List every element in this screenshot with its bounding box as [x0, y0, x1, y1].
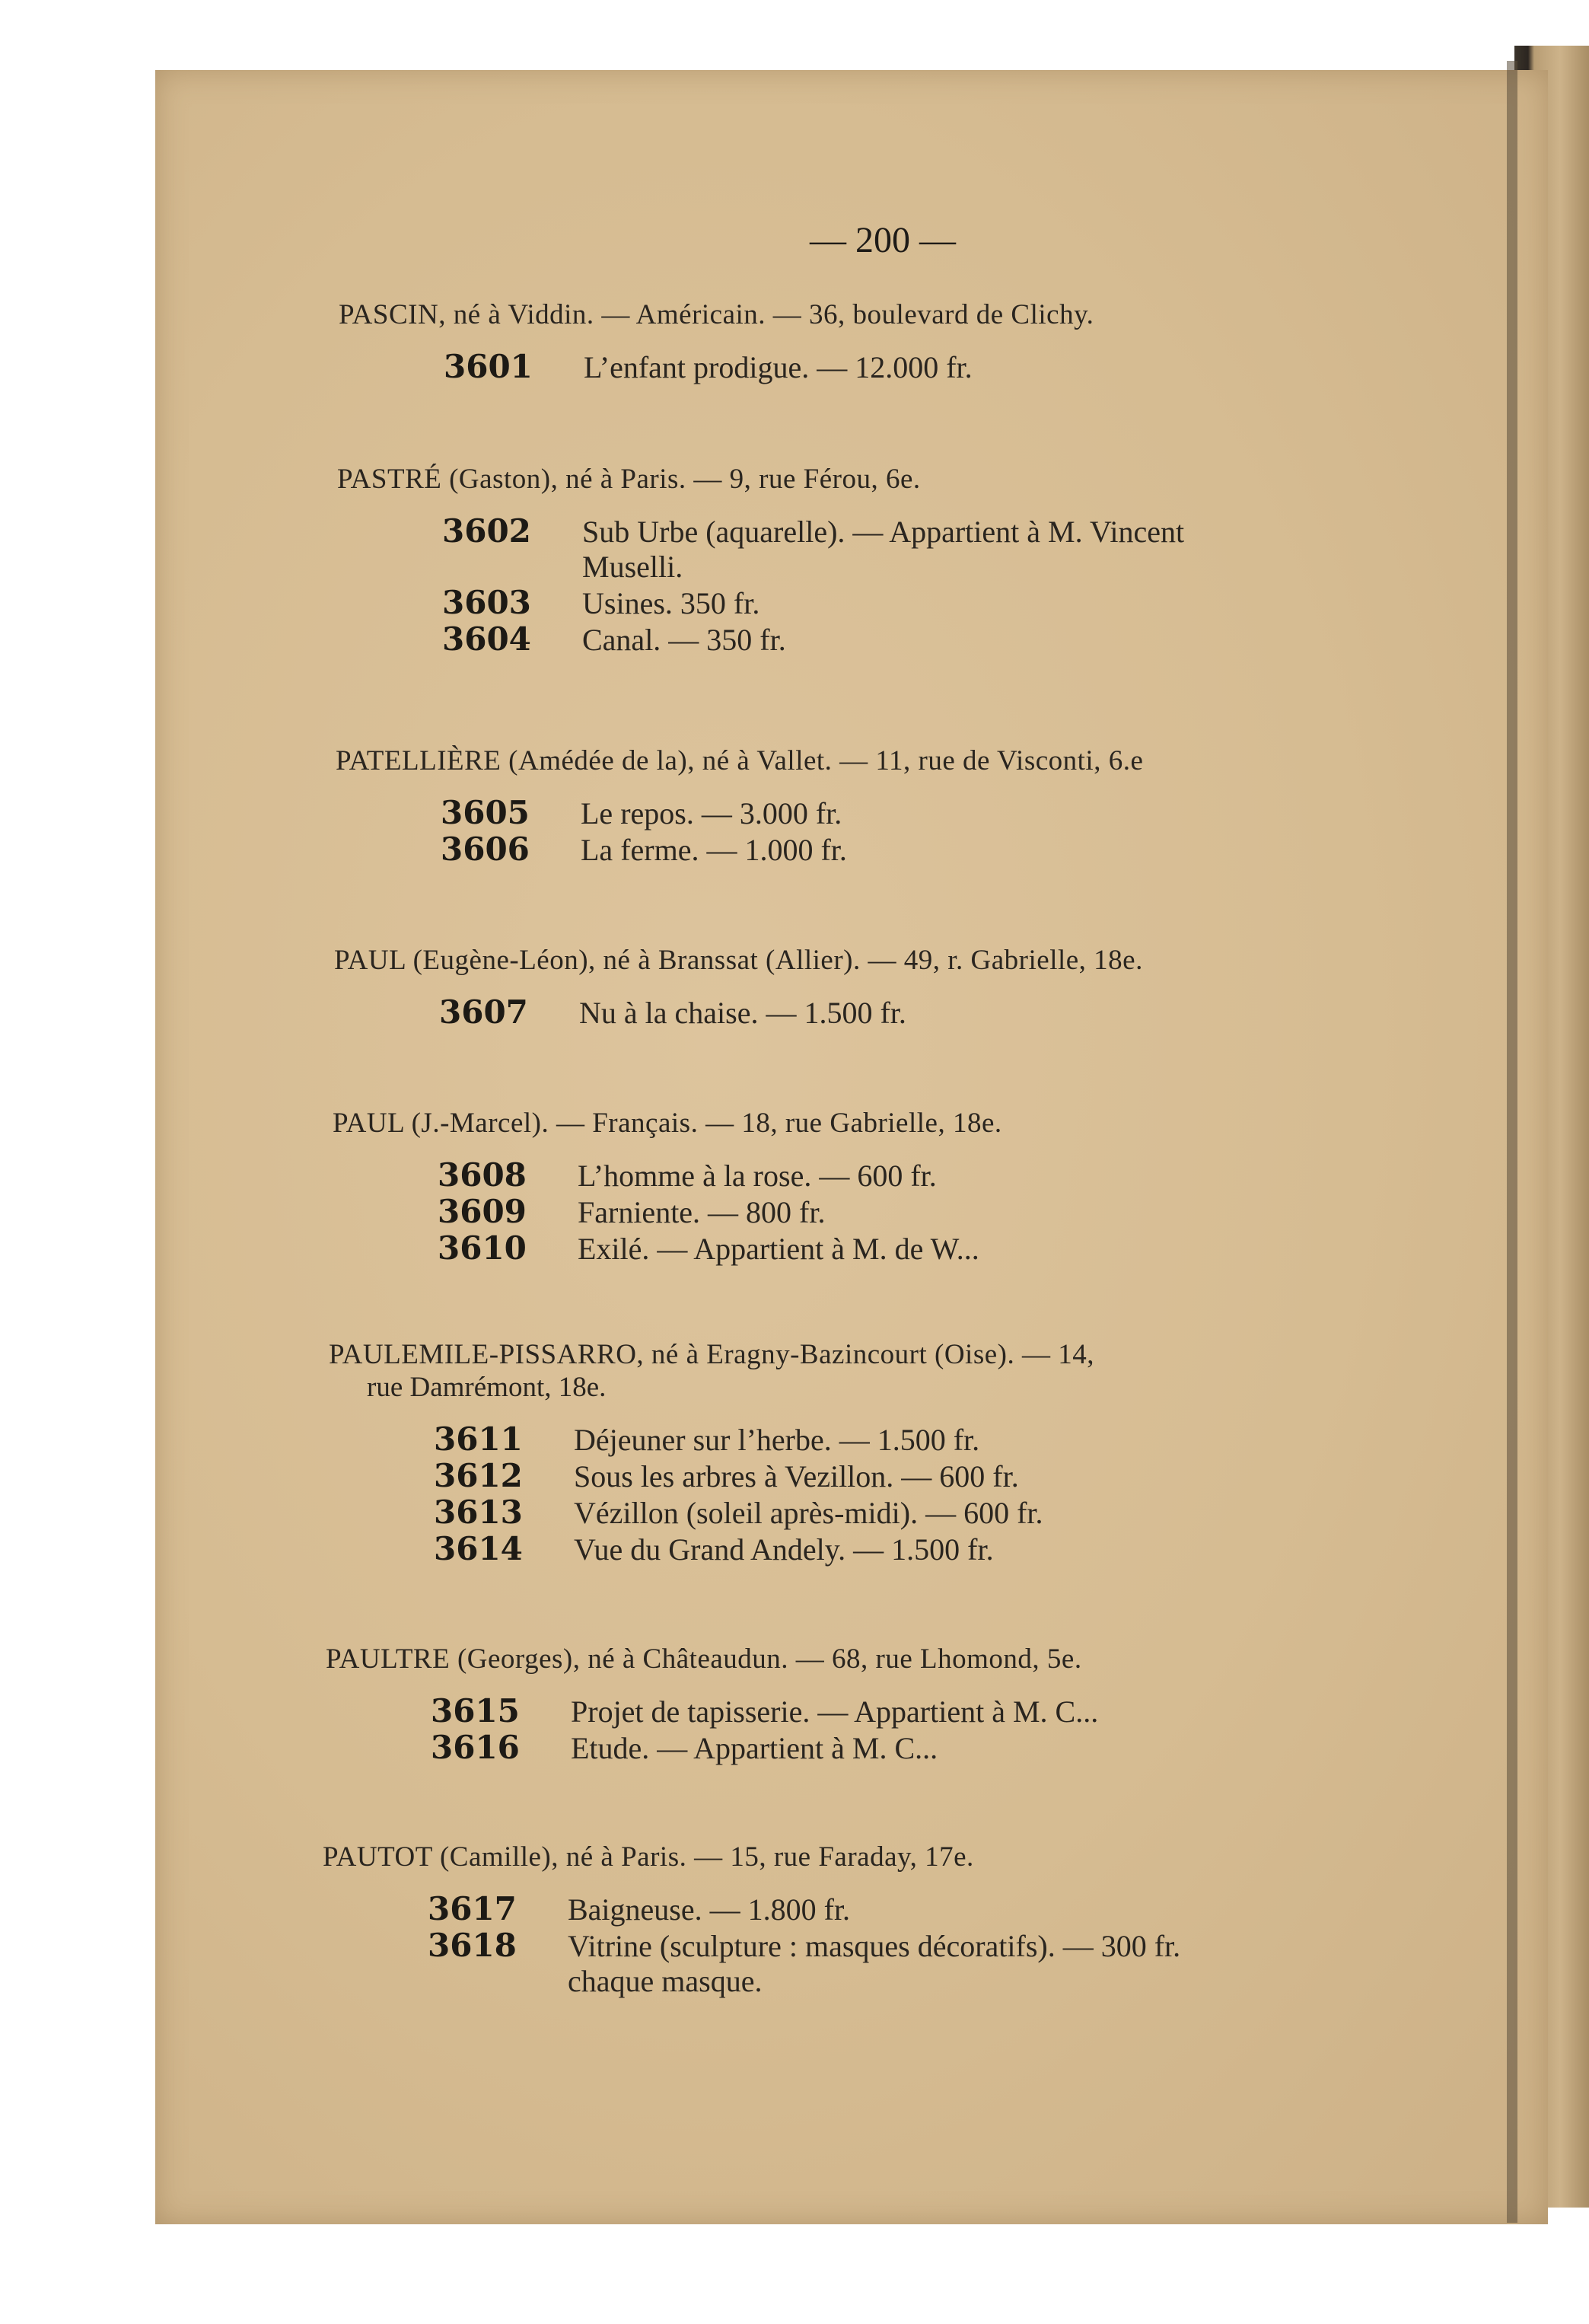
work-title: Vue du Grand Andely. — 1.500 fr. [574, 1532, 994, 1567]
catalog-work [434, 1420, 1199, 1457]
work-title: Le repos. — 3.000 fr. [581, 796, 842, 830]
catalog-work [438, 1229, 1107, 1266]
catalog-number: 3617 [428, 1890, 517, 1927]
artist-heading: PATELLIÈRE (Amédée de la), né à Vallet. — 11, rue de Visconti, 6.e [336, 745, 1144, 776]
artist-heading: PAULEMILE-PISSARRO, né à Eragny-Bazincourt (Oise). — 14, [329, 1339, 1094, 1370]
artist-heading: PAUL (J.-Marcel). — Français. — 18, rue Gabrielle, 18e. [333, 1108, 1002, 1139]
work-title: Sous les arbres à Vezillon. — 600 fr. [574, 1459, 1019, 1494]
catalog-number: 3612 [434, 1457, 523, 1494]
catalog-work [441, 830, 1248, 867]
work-title: Projet de tapisserie. — Appartient à M. C... [571, 1694, 1099, 1729]
catalog-work [428, 1927, 1181, 1964]
work-title: Sub Urbe (aquarelle). — Appartient à M. Vincent [582, 515, 1185, 549]
catalog-work [438, 1156, 1107, 1193]
work-title: Canal. — 350 fr. [582, 623, 786, 657]
catalog-work [438, 1193, 1107, 1229]
work-title: Etude. — Appartient à M. C... [571, 1731, 938, 1765]
catalog-work [444, 348, 1199, 384]
catalog-entry [333, 1107, 1002, 1266]
work-title: L’homme à la rose. — 600 fr. [578, 1159, 937, 1193]
catalog-entry [339, 298, 1094, 384]
work-title: Déjeuner sur l’herbe. — 1.500 fr. [574, 1423, 980, 1457]
work-title: L’enfant prodigue. — 12.000 fr. [584, 350, 973, 384]
artist-heading-continuation: rue Damrémont, 18e. [367, 1372, 607, 1403]
work-title: La ferme. — 1.000 fr. [581, 833, 847, 867]
catalog-number: 3609 [438, 1193, 527, 1230]
catalog-entry [336, 744, 1143, 867]
catalog-entry [334, 944, 1143, 1030]
work-title-continuation: chaque masque. [568, 1964, 763, 1998]
catalog-number: 3611 [434, 1420, 523, 1458]
catalog-work [442, 584, 1026, 620]
catalog-number: 3615 [431, 1692, 520, 1729]
catalog-work [434, 1494, 1199, 1530]
catalog-entry [323, 1841, 1181, 1998]
work-title: Farniente. — 800 fr. [578, 1195, 826, 1229]
catalog-number: 3608 [438, 1156, 527, 1194]
catalog-entry [337, 463, 1185, 658]
catalog-work [434, 1457, 1199, 1494]
work-title: Nu à la chaise. — 1.500 fr. [579, 996, 906, 1030]
catalog-entry [326, 1643, 1099, 1766]
artist-heading: PAUTOT (Camille), né à Paris. — 15, rue Faraday, 17e. [323, 1841, 974, 1873]
catalog-work [434, 1530, 1199, 1567]
catalog-work [428, 1890, 1079, 1927]
catalog-number: 3605 [441, 794, 530, 831]
catalog-entry [329, 1338, 1094, 1567]
catalog-work [431, 1692, 1187, 1729]
artist-heading: PASCIN, né à Viddin. — Américain. — 36, boulevard de Clichy. [339, 299, 1094, 330]
catalog-work [439, 993, 1248, 1030]
catalog-number: 3616 [431, 1729, 520, 1766]
work-title: Baigneuse. — 1.800 fr. [568, 1892, 851, 1927]
catalog-number: 3610 [438, 1229, 527, 1267]
catalog-number: 3614 [434, 1530, 523, 1567]
work-title: Vitrine (sculpture : masques décoratifs). — 300 fr. [568, 1929, 1181, 1963]
catalog-work [441, 794, 1248, 830]
catalog-number: 3613 [434, 1494, 523, 1531]
artist-heading: PAULTRE (Georges), né à Châteaudun. — 68, rue Lhomond, 5e. [326, 1643, 1082, 1675]
catalog-number: 3603 [442, 584, 531, 621]
work-title: Vézillon (soleil après-midi). — 600 fr. [574, 1496, 1043, 1530]
work-title-continuation: Muselli. [582, 550, 683, 584]
artist-heading: PASTRÉ (Gaston), né à Paris. — 9, rue Férou, 6e. [337, 464, 921, 495]
catalog-work [442, 620, 1026, 657]
catalog-number: 3607 [439, 993, 528, 1031]
page-edge-shadow [1507, 61, 1517, 2223]
catalog-work [442, 512, 1185, 550]
work-title: Exilé. — Appartient à M. de W... [578, 1232, 979, 1266]
catalog-number: 3601 [444, 348, 533, 385]
catalog-number: 3602 [442, 512, 531, 550]
catalog-number: 3606 [441, 830, 530, 868]
page-number: — 200 — [810, 220, 956, 260]
artist-heading: PAUL (Eugène-Léon), né à Branssat (Allier). — 49, r. Gabrielle, 18e. [334, 945, 1143, 976]
catalog-number: 3618 [428, 1927, 517, 1964]
work-title: Usines. 350 fr. [582, 586, 760, 620]
catalog-work [431, 1729, 1187, 1765]
catalog-number: 3604 [442, 620, 531, 658]
